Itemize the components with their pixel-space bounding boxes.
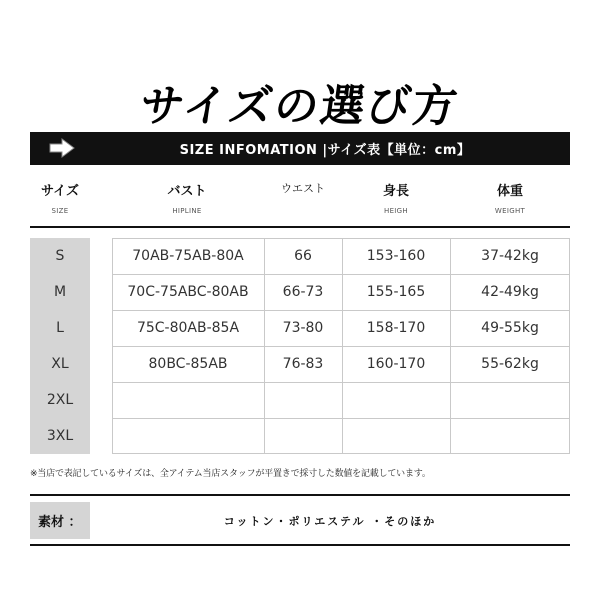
header-size-label: サイズ xyxy=(41,184,79,199)
height-cell xyxy=(342,382,450,418)
header-bust-sub: HIPLINE xyxy=(172,207,202,215)
material-bottom-rule xyxy=(30,544,570,546)
size-cell: M xyxy=(53,284,67,300)
size-info-bar xyxy=(30,132,570,165)
height-cell xyxy=(342,418,450,454)
material-label: 素材 ： xyxy=(30,502,90,539)
header-height-label: 身長 xyxy=(382,184,409,199)
bust-cell xyxy=(112,382,264,418)
weight-cell: 55-62kg xyxy=(481,356,539,372)
waist-cell: 66-73 xyxy=(282,284,324,300)
header-divider xyxy=(30,226,570,228)
height-cell: 155-165 xyxy=(366,284,426,300)
height-cell: 160-170 xyxy=(366,356,426,372)
size-cell: 3XL xyxy=(46,428,74,444)
weight-cell xyxy=(450,382,570,418)
header-bust-label: バスト xyxy=(167,184,207,199)
weight-cell: 42-49kg xyxy=(481,284,539,300)
size-cell: L xyxy=(56,320,64,336)
header-weight xyxy=(450,180,570,215)
header-height-sub: HEIGH xyxy=(384,207,408,215)
waist-cell xyxy=(264,418,342,454)
header-waist xyxy=(264,180,342,204)
bust-cell: 75C-80AB-85A xyxy=(136,320,240,336)
header-bust xyxy=(112,180,262,215)
size-info-text: SIZE INFOMATION |サイズ表【単位：cm】 xyxy=(179,143,471,158)
size-cell: S xyxy=(55,248,65,264)
material-value: コットン・ポリエステル ・そのほか xyxy=(223,514,437,528)
header-height xyxy=(342,180,450,215)
bust-cell xyxy=(112,418,264,454)
header-size-sub: SIZE xyxy=(51,207,69,215)
size-cell: XL xyxy=(51,356,69,372)
waist-cell: 76-83 xyxy=(282,356,324,372)
weight-cell: 49-55kg xyxy=(481,320,539,336)
header-waist-label: ウエスト xyxy=(281,182,325,195)
header-weight-label: 体重 xyxy=(496,184,523,199)
height-cell: 158-170 xyxy=(366,320,426,336)
weight-cell: 37-42kg xyxy=(481,248,539,264)
waist-cell xyxy=(264,382,342,418)
header-size xyxy=(30,180,90,215)
material-top-rule xyxy=(30,494,570,496)
header-weight-sub: WEIGHT xyxy=(494,207,526,215)
page-title: サイズの選び方 xyxy=(136,81,463,132)
waist-cell: 66 xyxy=(294,248,312,264)
size-cell: 2XL xyxy=(46,392,74,408)
bust-cell: 70C-75ABC-80AB xyxy=(127,284,249,300)
weight-cell xyxy=(450,418,570,454)
bust-cell: 80BC-85AB xyxy=(148,356,228,372)
height-cell: 153-160 xyxy=(366,248,426,264)
bust-cell: 70AB-75AB-80A xyxy=(132,248,244,264)
measurement-note: ※当店で表記しているサイズは、全アイテム当店スタッフが平置きで採寸した数値を記載しています。 xyxy=(30,469,431,479)
waist-cell: 73-80 xyxy=(282,320,324,336)
